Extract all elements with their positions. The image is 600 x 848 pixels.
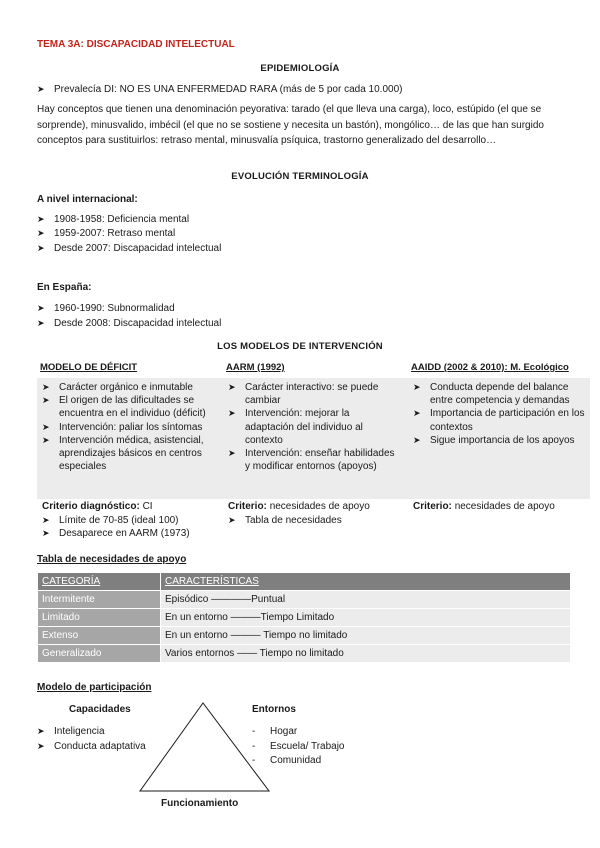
description-cell: En un entorno ———Tiempo Limitado xyxy=(161,609,571,627)
list-item: ➤ Intervención: enseñar habilidades y modificar entornos (apoyos) xyxy=(228,448,395,473)
category-cell: Intermitente xyxy=(38,591,161,609)
internacional-subheading: A nivel internacional: xyxy=(37,194,138,205)
criterio-line: Criterio: necesidades de apoyo xyxy=(413,501,555,512)
arrow-bullet-icon: ➤ xyxy=(228,448,236,459)
list-item: ➤ Intervención: mejorar la adaptación del individuo al contexto xyxy=(228,408,363,446)
description-cell: En un entorno ——— Tiempo no limitado xyxy=(161,627,571,645)
deficit-column-title: MODELO DE DÉFICIT xyxy=(40,362,138,373)
espana-subheading: En España: xyxy=(37,282,92,293)
criterio-line: Criterio diagnóstico: CI xyxy=(42,501,153,512)
aaidd-column-title: AAIDD (2002 & 2010): M. Ecológico xyxy=(411,362,569,373)
evolucion-heading: EVOLUCIÓN TERMINOLOGÍA xyxy=(231,171,369,182)
arrow-bullet-icon: ➤ xyxy=(413,434,421,445)
entornos-title: Entornos xyxy=(252,704,296,715)
list-item: - Comunidad xyxy=(252,755,322,766)
list-item: ➤ Desaparece en AARM (1973) xyxy=(42,528,190,539)
arrow-bullet-icon: ➤ xyxy=(37,303,45,313)
list-item: ➤ 1908-1958: Deficiencia mental xyxy=(37,214,190,225)
criterio-line: Criterio: necesidades de apoyo xyxy=(228,501,370,512)
category-cell: Extenso xyxy=(38,627,161,645)
arrow-bullet-icon: ➤ xyxy=(228,514,236,525)
capacidades-title: Capacidades xyxy=(69,704,131,715)
arrow-bullet-icon: ➤ xyxy=(42,528,50,538)
list-item: ➤ Importancia de participación en los contextos xyxy=(413,408,585,433)
list-item: ➤ Intervención: paliar los síntomas xyxy=(42,421,203,433)
needs-table-title: Tabla de necesidades de apoyo xyxy=(37,554,187,565)
list-item: ➤ Sigue importancia de los apoyos xyxy=(413,434,575,446)
list-item: ➤ Inteligencia xyxy=(37,726,105,737)
terminology-paragraph: Hay conceptos que tienen una denominación peyorativa: tarado (el que lleva una carga), loco, estúpido (el que se sorprende), minusvalido, imbécil (el que no se sostiene y necesita un bastón), mongólico… de las que han surgido conceptos para sustituirlos: retraso mental, minusvalía psíquica, trastorno generalizado del desarrollo… xyxy=(37,104,544,146)
list-item: ➤ 1960-1990: Subnormalidad xyxy=(37,303,175,314)
arrow-bullet-icon: ➤ xyxy=(228,382,236,392)
prevalencia-bullet: ➤ Prevalecía DI: NO ES UNA ENFERMEDAD RARA (más de 5 por cada 10.000) xyxy=(37,84,403,95)
list-item: ➤ Carácter interactivo: se puede cambiar xyxy=(228,382,379,407)
list-item: ➤ Intervención médica, asistencial, aprendizajes básicos en centros especiales xyxy=(42,434,204,473)
list-item: ➤ Carácter orgánico e inmutable xyxy=(42,382,193,393)
arrow-bullet-icon: ➤ xyxy=(37,214,45,224)
list-item: ➤ Conducta depende del balance entre competencia y demandas xyxy=(413,382,570,407)
arrow-bullet-icon: ➤ xyxy=(413,382,421,392)
list-item: ➤ Tabla de necesidades xyxy=(228,514,342,526)
list-item: ➤ Límite de 70-85 (ideal 100) xyxy=(42,514,179,526)
arrow-bullet-icon: ➤ xyxy=(42,382,50,392)
list-item: ➤ Desde 2007: Discapacidad intelectual xyxy=(37,243,222,254)
arrow-bullet-icon: ➤ xyxy=(413,408,421,419)
funcionamiento-label: Funcionamiento xyxy=(161,798,239,809)
arrow-bullet-icon: ➤ xyxy=(37,741,45,751)
arrow-bullet-icon: ➤ xyxy=(42,421,50,432)
list-item: - Hogar xyxy=(252,726,298,737)
list-item: ➤ Conducta adaptativa xyxy=(37,741,146,752)
aarm-column-title: AARM (1992) xyxy=(226,362,285,373)
description-cell: Varios entornos —— Tiempo no limitado xyxy=(161,645,571,663)
arrow-bullet-icon: ➤ xyxy=(37,318,45,328)
document-title: TEMA 3A: DISCAPACIDAD INTELECTUAL xyxy=(37,39,235,50)
arrow-bullet-icon: ➤ xyxy=(42,514,50,525)
arrow-bullet-icon: ➤ xyxy=(37,726,45,736)
epidemiologia-heading: EPIDEMIOLOGÍA xyxy=(260,63,340,74)
list-item: ➤ Desde 2008: Discapacidad intelectual xyxy=(37,318,222,329)
arrow-bullet-icon: ➤ xyxy=(42,434,50,445)
category-cell: Generalizado xyxy=(38,645,161,663)
list-item: ➤ El origen de las dificultades se encuentra en el individuo (déficit) xyxy=(42,395,206,420)
list-item: - Escuela/ Trabajo xyxy=(252,741,345,752)
arrow-bullet-icon: ➤ xyxy=(228,408,236,419)
list-item: ➤ 1959-2007: Retraso mental xyxy=(37,228,176,239)
category-cell: Limitado xyxy=(38,609,161,627)
participation-model-title: Modelo de participación xyxy=(37,682,152,693)
column-header: CARACTERÍSTICAS xyxy=(161,573,571,591)
arrow-bullet-icon: ➤ xyxy=(42,395,50,406)
arrow-bullet-icon: ➤ xyxy=(37,228,45,238)
description-cell: Episódico ————Puntual xyxy=(161,591,571,609)
arrow-bullet-icon: ➤ xyxy=(37,243,45,253)
modelos-heading: LOS MODELOS DE INTERVENCIÓN xyxy=(217,341,383,352)
column-header: CATEGORÍA xyxy=(38,573,161,591)
arrow-bullet-icon: ➤ xyxy=(37,84,45,94)
